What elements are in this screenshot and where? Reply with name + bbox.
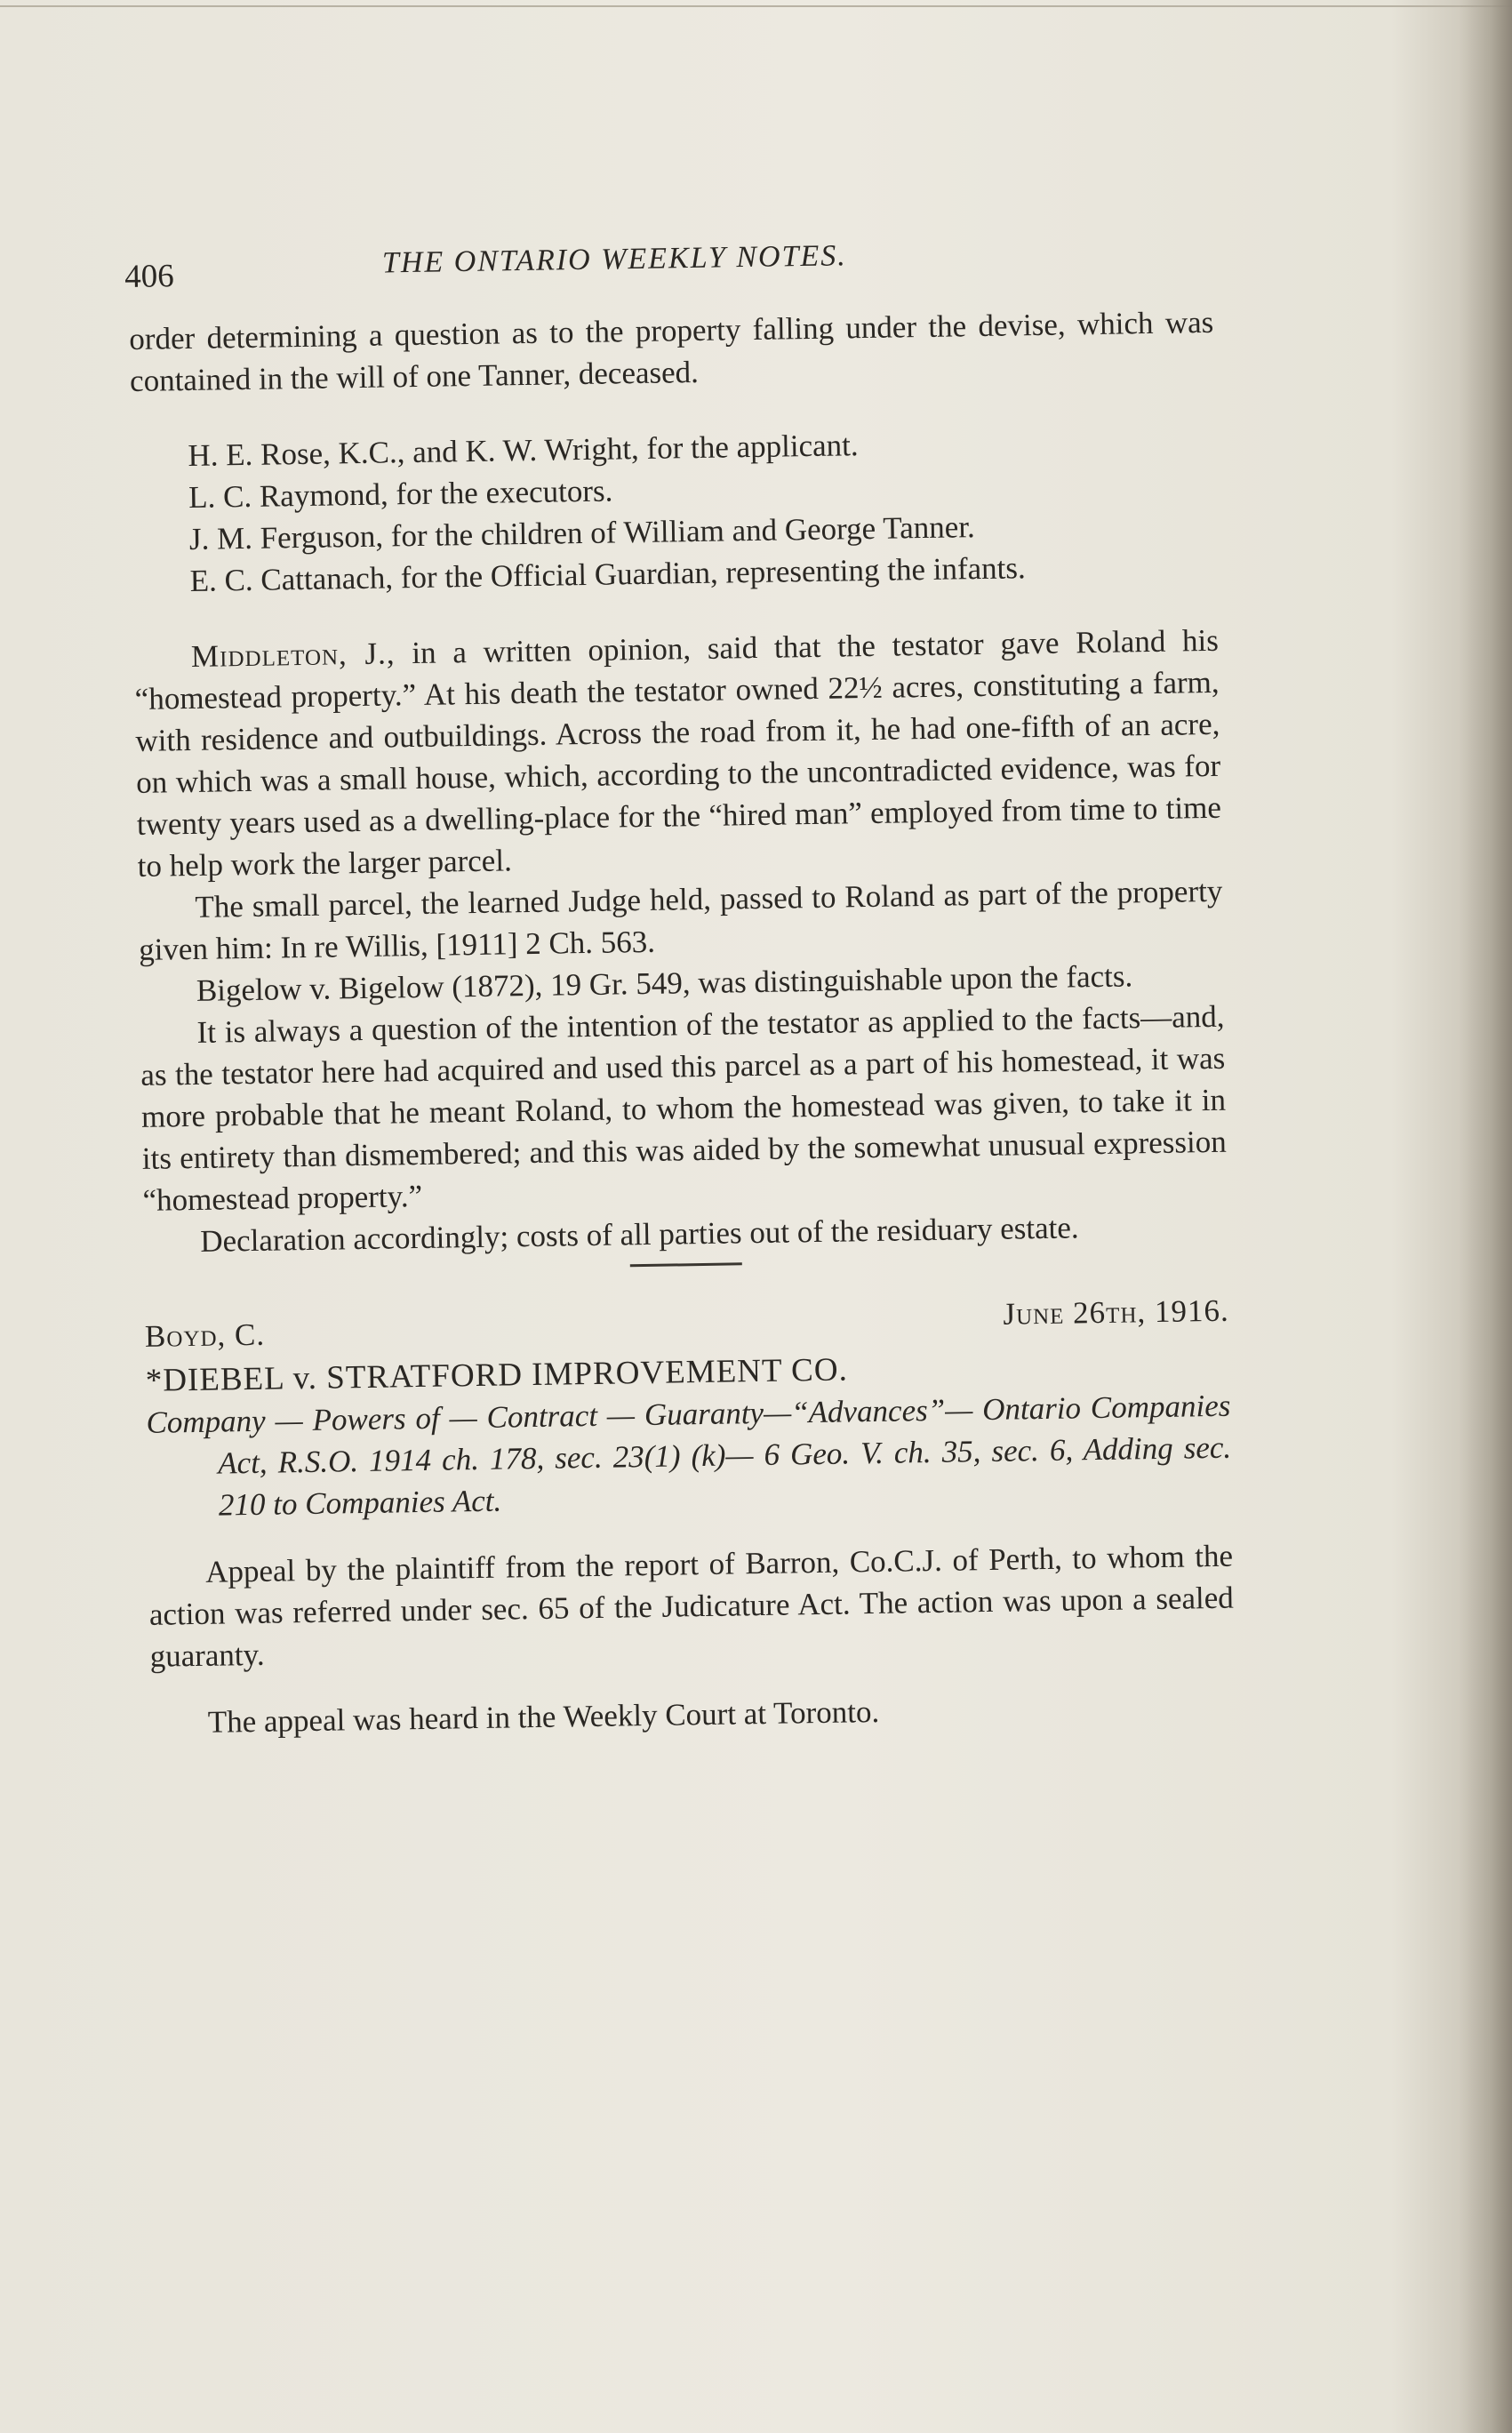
page-header	[124, 225, 1210, 295]
case-title: *DIEBEL v. STRATFORD IMPROVEMENT CO.	[145, 1351, 849, 1399]
intro-paragraph: order determining a question as to the property falling under the devise, which was contained in the will of one Tanner, deceased.	[129, 304, 1214, 398]
judgment-text-1: in a written opinion, said that the testator gave Roland his “homestead property.” At his death the testator owned 22½ acres, constituting a farm, with residence and outbuildings. Across the road from it, he had one-fifth of an acre, on which was a small house, which, according to the uncontradicted evidence, was for twenty years used as a dwelling-place for the “hired man” employed from time to time to help work the larger parcel.	[134, 622, 1222, 884]
judgment-paragraph-2: The small parcel, the learned Judge held, passed to Roland as part of the property given him: In re Willis, [1911] 2 Ch. 563.	[138, 873, 1223, 967]
running-title: THE ONTARIO WEEKLY NOTES.	[381, 239, 848, 280]
page-binding-shadow	[1459, 0, 1512, 2433]
counsel-line-guardian: E. C. Cattanach, for the Official Guardian, representing the infants.	[189, 550, 1026, 598]
counsel-line-applicant: H. E. Rose, K.C., and K. W. Wright, for the applicant.	[188, 428, 859, 473]
case-paragraph-1: Appeal by the plaintiff from the report of Barron, Co.C.J. of Perth, to whom the action was referred under sec. 65 of the Judicature Act. The action was upon a sealed guaranty.	[148, 1538, 1235, 1674]
judge-name-boyd: Boyd, C.	[144, 1317, 266, 1354]
case-date: June 26th, 1916.	[1003, 1293, 1229, 1332]
section-divider	[630, 1262, 742, 1267]
page-top-edge	[0, 5, 1512, 7]
judge-name-middleton: Middleton, J.,	[190, 636, 396, 674]
page-body	[129, 301, 1236, 1744]
counsel-line-executors: L. C. Raymond, for the executors.	[188, 473, 613, 515]
case-paragraph-2: The appeal was heard in the Weekly Court at Toronto.	[207, 1693, 880, 1740]
counsel-line-children: J. M. Ferguson, for the children of William and George Tanner.	[188, 509, 976, 556]
judgment-paragraph-1	[134, 620, 1222, 887]
judgment-paragraph-4: It is always a question of the intention of the testator as applied to the facts—and, as the testator here had acquired and used this parcel as a part of his homestead, it was more probable that he meant Roland, to whom the homestead was given, to take it in its entirety than dismembered; and this was aided by the somewhat unusual expression “homestead property.”	[140, 998, 1228, 1218]
page-number: 406	[124, 258, 174, 295]
judgment-paragraph-3: Bigelow v. Bigelow (1872), 19 Gr. 549, was distinguishable upon the facts.	[196, 958, 1133, 1008]
case-headnote: Company — Powers of — Contract — Guaranty—“Advances”— Ontario Companies Act, R.S.O. 1914 ch. 178, sec. 23(1) (k)— 6 Geo. V. ch. 35, sec. 6, Adding sec. 210 to Companies Act.	[146, 1388, 1232, 1523]
judgment-paragraph-5: Declaration accordingly; costs of all parties out of the residuary estate.	[200, 1210, 1079, 1259]
